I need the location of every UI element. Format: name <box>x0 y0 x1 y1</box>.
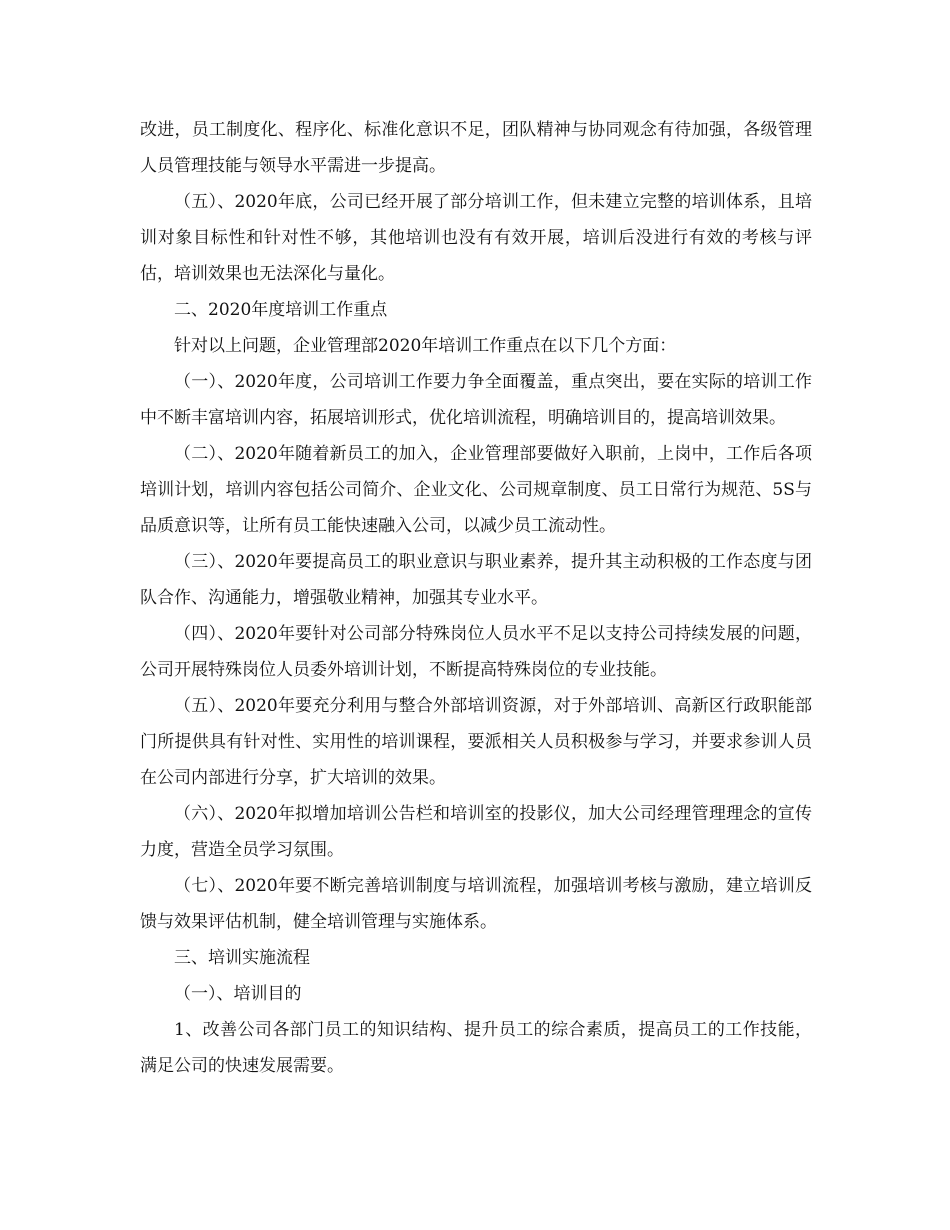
paragraph-7: （四）、2020年要针对公司部分特殊岗位人员水平不足以支持公司持续发展的问题，公司开展特殊岗位人员委外培训计划，不断提高特殊岗位的专业技能。 <box>140 624 812 680</box>
paragraph-8: （五）、2020年要充分利用与整合外部培训资源，对于外部培训、高新区行政职能部门所提供具有针对性、实用性的培训课程，要派相关人员积极参与学习，并要求参训人员在公司内部进行分享，扩大培训的效果。 <box>140 696 812 788</box>
document-body <box>140 112 812 1084</box>
paragraph-1: 改进，员工制度化、程序化、标准化意识不足，团队精神与协同观念有待加强，各级管理人员管理技能与领导水平需进一步提高。 <box>140 120 812 176</box>
paragraph-4: （一）、2020年度，公司培训工作要力争全面覆盖，重点突出，要在实际的培训工作中不断丰富培训内容，拓展培训形式，优化培训流程，明确培训目的，提高培训效果。 <box>140 372 812 428</box>
paragraph-9: （六）、2020年拟增加培训公告栏和培训室的投影仪，加大公司经理管理理念的宣传力度，营造全员学习氛围。 <box>140 804 812 860</box>
section-heading-3: 三、培训实施流程 <box>174 948 310 968</box>
paragraph-11: 1、改善公司各部门员工的知识结构、提升员工的综合素质，提高员工的工作技能，满足公司的快速发展需要。 <box>140 1020 812 1076</box>
paragraph-5: （二）、2020年随着新员工的加入，企业管理部要做好入职前，上岗中，工作后各项培训计划，培训内容包括公司简介、企业文化、公司规章制度、员工日常行为规范、5S与品质意识等，让所有员工能快速融入公司，以减少员工流动性。 <box>140 444 812 536</box>
paragraph-10: （七）、2020年要不断完善培训制度与培训流程，加强培训考核与激励，建立培训反馈与效果评估机制，健全培训管理与实施体系。 <box>140 876 812 932</box>
paragraph-2: （五）、2020年底，公司已经开展了部分培训工作，但未建立完整的培训体系，且培训对象目标性和针对性不够，其他培训也没有有效开展，培训后没进行有效的考核与评估，培训效果也无法深化与量化。 <box>140 192 812 284</box>
paragraph-6: （三）、2020年要提高员工的职业意识与职业素养，提升其主动积极的工作态度与团队合作、沟通能力，增强敬业精神，加强其专业水平。 <box>140 552 812 608</box>
section-heading-2: 二、2020年度培训工作重点 <box>174 300 388 320</box>
subsection-heading: （一）、培训目的 <box>174 984 302 1004</box>
paragraph-3: 针对以上问题，企业管理部2020年培训工作重点在以下几个方面： <box>174 336 677 356</box>
